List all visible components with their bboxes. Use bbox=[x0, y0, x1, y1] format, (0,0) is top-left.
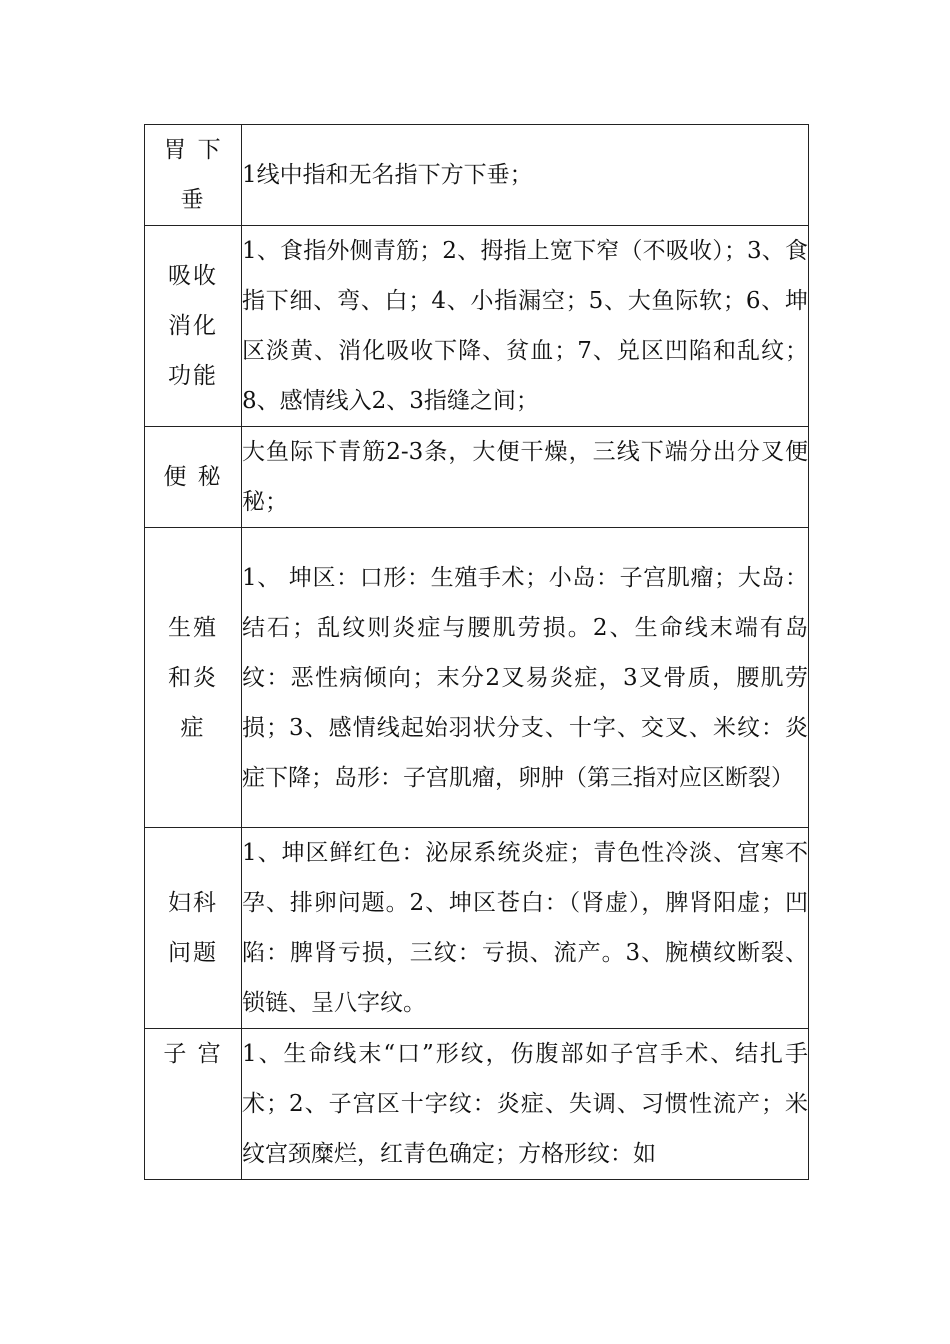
row-content: 大鱼际下青筋2-3条，大便干燥，三线下端分出分叉便秘； bbox=[242, 427, 809, 528]
symptom-table bbox=[144, 124, 809, 1180]
row-label-cell bbox=[145, 427, 242, 528]
row-content: 1线中指和无名指下方下垂； bbox=[242, 125, 809, 226]
row-label: 妇科问题 bbox=[168, 890, 218, 966]
table-row bbox=[145, 427, 809, 528]
row-label-cell bbox=[145, 125, 242, 226]
row-content: 1、生命线末“口”形纹，伤腹部如子宫手术、结扎手术；2、子宫区十字纹：炎症、失调、习惯性流产；米纹宫颈糜烂，红青色确定；方格形纹：如 bbox=[242, 1029, 809, 1180]
row-label: 生殖和炎症 bbox=[168, 614, 218, 741]
row-label: 胃 下 垂 bbox=[163, 137, 223, 213]
table-row bbox=[145, 125, 809, 226]
row-label-cell bbox=[145, 1029, 242, 1180]
row-label: 吸收消化功能 bbox=[168, 263, 218, 389]
table-row bbox=[145, 828, 809, 1029]
row-content: 1、食指外侧青筋；2、拇指上宽下窄（不吸收）；3、食指下细、弯、白；4、小指漏空；5、大鱼际软；6、坤区淡黄、消化吸收下降、贫血；7、兑区凹陷和乱纹；8、感情线入2、3指缝之间； bbox=[242, 226, 809, 427]
row-content: 1、坤区鲜红色：泌尿系统炎症；青色性冷淡、宫寒不孕、排卵问题。2、坤区苍白：（肾虚），脾肾阳虚；凹陷：脾肾亏损，三纹：亏损、流产。3、腕横纹断裂、锁链、呈八字纹。 bbox=[242, 828, 809, 1029]
row-label: 子 宫 bbox=[163, 1041, 223, 1067]
table-row bbox=[145, 226, 809, 427]
table-row bbox=[145, 1029, 809, 1180]
row-label-cell bbox=[145, 528, 242, 828]
row-label-cell bbox=[145, 828, 242, 1029]
row-content: 1、 坤区：口形：生殖手术；小岛：子宫肌瘤；大岛：结石；乱纹则炎症与腰肌劳损。2、生命线末端有岛纹：恶性病倾向；末分2叉易炎症，3叉骨质，腰肌劳损；3、感情线起始羽状分支、十字、交叉、米纹：炎症下降；岛形：子宫肌瘤，卵肿（第三指对应区断裂） bbox=[242, 528, 809, 828]
row-label: 便 秘 bbox=[163, 464, 223, 490]
row-label-cell bbox=[145, 226, 242, 427]
table-row bbox=[145, 528, 809, 828]
